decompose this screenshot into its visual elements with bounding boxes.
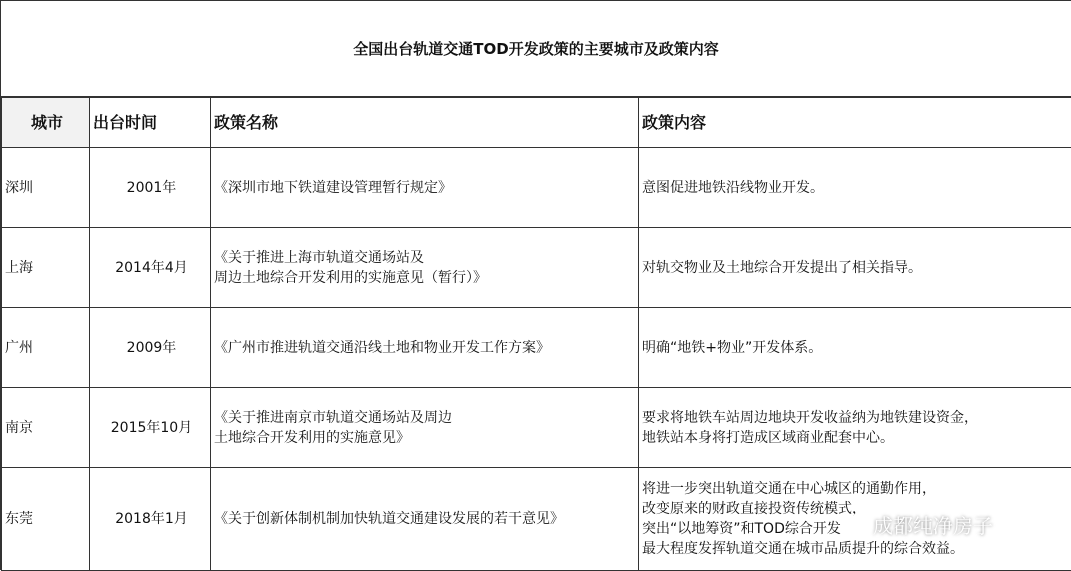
cell-date: 2018年1月: [90, 468, 211, 571]
table-title: 全国出台轨道交通TOD开发政策的主要城市及政策内容: [1, 1, 1071, 97]
header-policy-name: 政策名称: [211, 98, 639, 148]
cell-policy-name: [211, 468, 639, 571]
cell-policy-name: [211, 308, 639, 388]
policy-content-line: 改变原来的财政直接投资传统模式，: [642, 499, 1071, 519]
cell-city: 深圳: [2, 148, 90, 228]
cell-policy-content: [639, 148, 1071, 228]
policy-name-line: 土地综合开发利用的实施意见》: [214, 428, 638, 448]
policy-name-line: 《关于推进上海市轨道交通场站及: [214, 248, 638, 268]
header-date: 出台时间: [90, 98, 211, 148]
header-city: 城市: [2, 98, 90, 148]
cell-policy-content: [639, 228, 1071, 308]
policy-content-line: 将进一步突出轨道交通在中心城区的通勤作用，: [642, 479, 1071, 499]
table-header-row: [2, 98, 1071, 148]
cell-city: 东莞: [2, 468, 90, 571]
policy-name-line: 《关于推进南京市轨道交通场站及周边: [214, 408, 638, 428]
policy-content-line: 突出“以地筹资”和TOD综合开发: [642, 519, 1071, 539]
table-row: [2, 228, 1071, 308]
policy-content-line: 对轨交物业及土地综合开发提出了相关指导。: [642, 258, 1071, 278]
wechat-icon: [841, 511, 867, 537]
watermark-text: 成都纯净房子: [873, 510, 993, 539]
header-policy-content: 政策内容: [639, 98, 1071, 148]
policy-table: [1, 97, 1071, 571]
cell-city: 广州: [2, 308, 90, 388]
cell-policy-name: [211, 148, 639, 228]
policy-content-line: 要求将地铁车站周边地块开发收益纳为地铁建设资金，: [642, 408, 1071, 428]
policy-name-line: 周边土地综合开发利用的实施意见（暂行）》: [214, 268, 638, 288]
policy-name-line: 《深圳市地下铁道建设管理暂行规定》: [214, 178, 638, 198]
cell-policy-name: [211, 228, 639, 308]
cell-policy-content: [639, 308, 1071, 388]
policy-name-line: 《关于创新体制机制加快轨道交通建设发展的若干意见》: [214, 509, 638, 529]
policy-content-line: 最大程度发挥轨道交通在城市品质提升的综合效益。: [642, 539, 1071, 559]
table-row: [2, 148, 1071, 228]
wechat-watermark: [841, 506, 993, 542]
cell-date: 2015年10月: [90, 388, 211, 468]
cell-date: 2009年: [90, 308, 211, 388]
policy-content-line: 意图促进地铁沿线物业开发。: [642, 178, 1071, 198]
policy-content-line: 地铁站本身将打造成区域商业配套中心。: [642, 428, 1071, 448]
cell-policy-name: [211, 388, 639, 468]
cell-city: 上海: [2, 228, 90, 308]
table-row: [2, 308, 1071, 388]
policy-name-line: 《广州市推进轨道交通沿线土地和物业开发工作方案》: [214, 338, 638, 358]
cell-policy-content: [639, 388, 1071, 468]
cell-date: 2014年4月: [90, 228, 211, 308]
table-row: [2, 388, 1071, 468]
cell-date: 2001年: [90, 148, 211, 228]
cell-city: 南京: [2, 388, 90, 468]
policy-content-line: 明确“地铁+物业”开发体系。: [642, 338, 1071, 358]
